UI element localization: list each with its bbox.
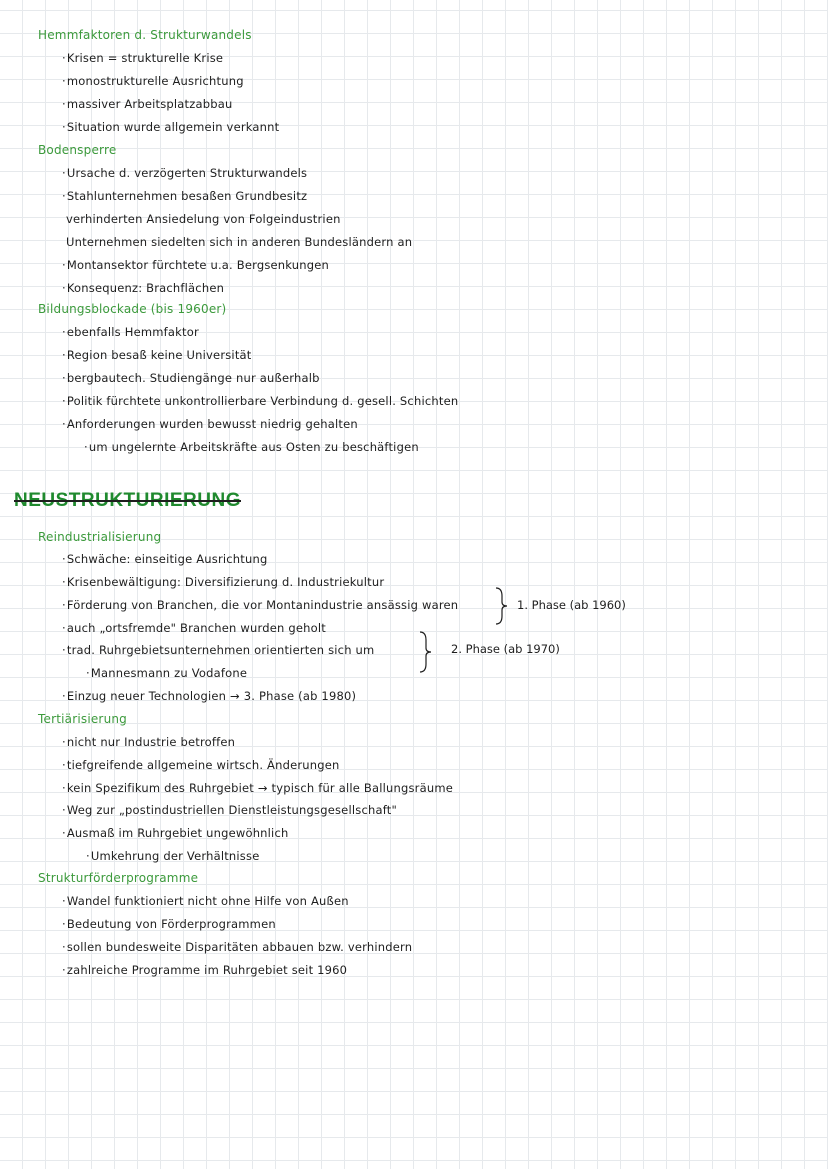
list-item: · trad. Ruhrgebietsunternehmen orientierten sich um [62,642,374,658]
heading-bildungsblockade: Bildungsblockade (bis 1960er) [38,302,227,316]
list-item: Unternehmen siedelten sich in anderen Bundesländern an [66,235,413,249]
list-item: · Ausmaß im Ruhrgebiet ungewöhnlich [62,825,288,841]
list-item: · Umkehrung der Verhältnisse [86,848,259,864]
list-item: · massiver Arbeitsplatzabbau [62,96,233,112]
list-item: · Einzug neuer Technologien → 3. Phase (ab 1980) [62,688,356,704]
list-item: · Weg zur „postindustriellen Dienstleistungsgesellschaft" [62,802,397,818]
heading-hemmfaktoren: Hemmfaktoren d. Strukturwandels [38,28,252,42]
list-item: · Stahlunternehmen besaßen Grundbesitz [62,188,307,204]
phase-2-label: 2. Phase (ab 1970) [451,642,560,656]
list-item: · Bedeutung von Förderprogrammen [62,916,276,932]
list-item: · Krisen = strukturelle Krise [62,50,223,66]
list-item: · Wandel funktioniert nicht ohne Hilfe von Außen [62,893,349,909]
list-item: · Förderung von Branchen, die vor Montanindustrie ansässig waren [62,597,458,613]
heading-bodensperre: Bodensperre [38,143,117,157]
list-item: · bergbautech. Studiengänge nur außerhalb [62,370,320,386]
heading-reindustrialisierung: Reindustrialisierung [38,530,162,544]
list-item: · Schwäche: einseitige Ausrichtung [62,551,267,567]
list-item: · um ungelernte Arbeitskräfte aus Osten zu beschäftigen [84,439,419,455]
list-item: · Politik fürchtete unkontrollierbare Verbindung d. gesell. Schichten [62,393,458,409]
list-item: · Konsequenz: Brachflächen [62,280,224,296]
list-item: · auch „ortsfremde" Branchen wurden geholt [62,620,326,636]
list-item: · Mannesmann zu Vodafone [86,665,247,681]
list-item: · kein Spezifikum des Ruhrgebiet → typisch für alle Ballungsräume [62,780,453,796]
heading-tertiaerisierung: Tertiärisierung [38,712,127,726]
list-item: · Krisenbewältigung: Diversifizierung d. Industriekultur [62,574,384,590]
curly-brace-phase-2 [418,630,434,674]
list-item: · nicht nur Industrie betroffen [62,734,235,750]
list-item: · ebenfalls Hemmfaktor [62,324,199,340]
list-item: · zahlreiche Programme im Ruhrgebiet seit 1960 [62,962,347,978]
heading-strukturfoerderprogramme: Strukturförderprogramme [38,871,199,885]
list-item: · monostrukturelle Ausrichtung [62,73,244,89]
list-item: · Anforderungen wurden bewusst niedrig gehalten [62,416,358,432]
list-item: · tiefgreifende allgemeine wirtsch. Änderungen [62,757,340,773]
list-item: · Situation wurde allgemein verkannt [62,119,279,135]
page-title-neustrukturierung: NEUSTRUKTURIERUNG [14,490,241,511]
list-item: · Montansektor fürchtete u.a. Bergsenkungen [62,257,329,273]
list-item: verhinderten Ansiedelung von Folgeindustrien [66,212,341,226]
list-item: · sollen bundesweite Disparitäten abbauen bzw. verhindern [62,939,412,955]
list-item: · Ursache d. verzögerten Strukturwandels [62,165,307,181]
list-item: · Region besaß keine Universität [62,347,252,363]
phase-1-label: 1. Phase (ab 1960) [517,598,626,612]
curly-brace-phase-1 [494,586,510,626]
